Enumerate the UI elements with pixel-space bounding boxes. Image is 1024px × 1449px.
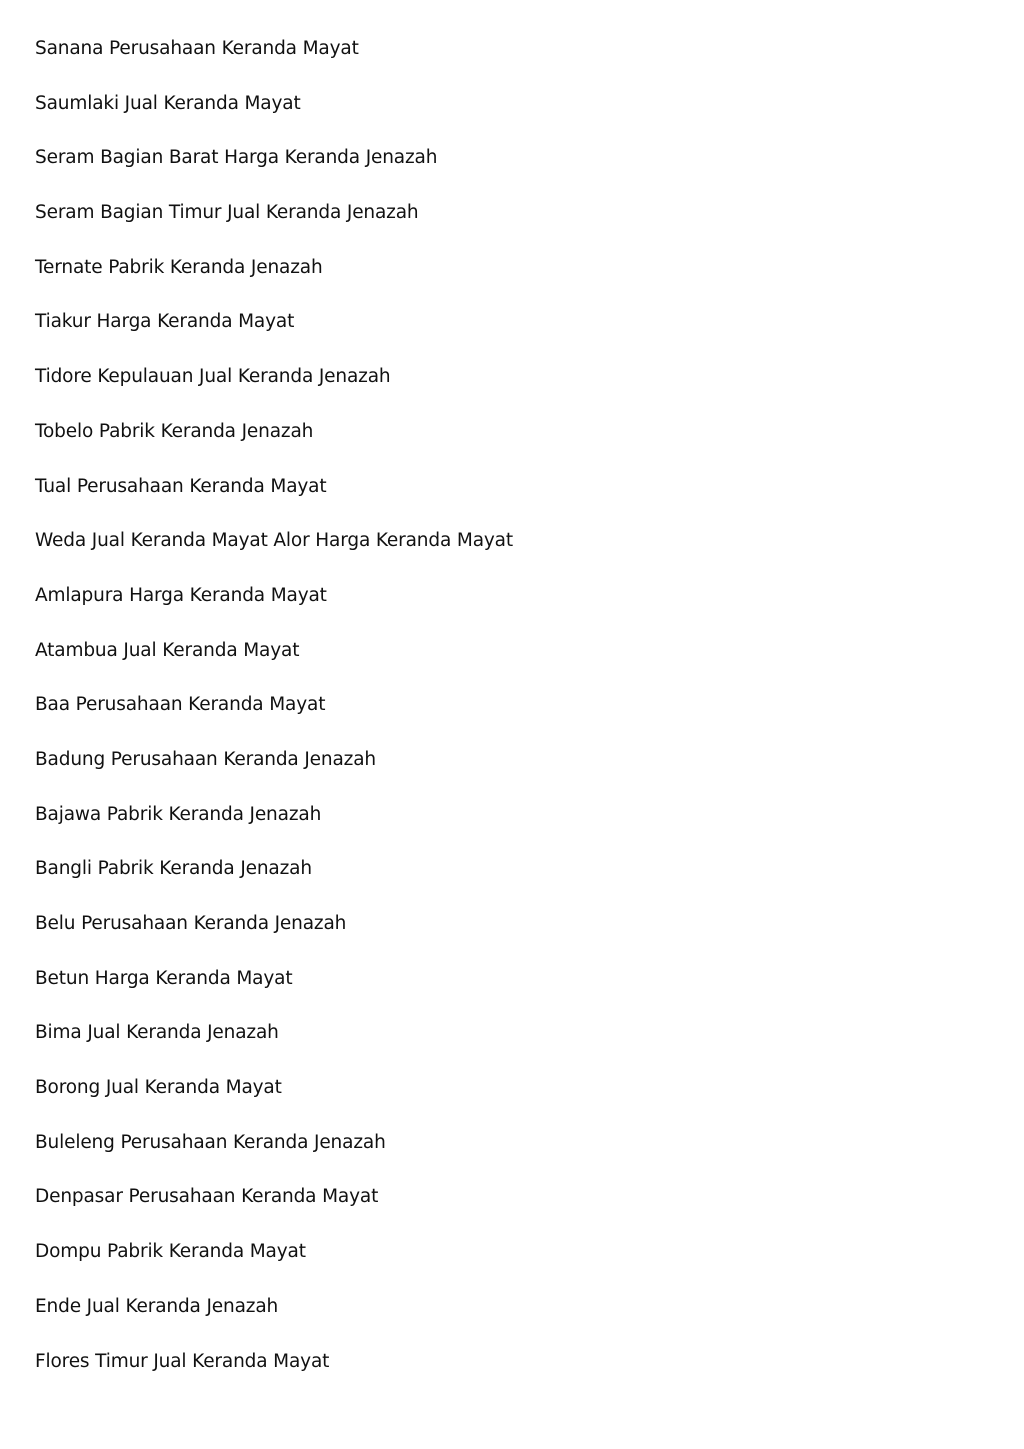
text-line: Badung Perusahaan Keranda Jenazah xyxy=(35,748,376,770)
text-line: Tiakur Harga Keranda Mayat xyxy=(35,311,295,333)
text-line: Bajawa Pabrik Keranda Jenazah xyxy=(35,803,322,825)
text-line: Seram Bagian Barat Harga Keranda Jenazah xyxy=(35,147,438,169)
text-line: Ende Jual Keranda Jenazah xyxy=(35,1295,279,1317)
text-line: Denpasar Perusahaan Keranda Mayat xyxy=(35,1186,379,1208)
text-line: Weda Jual Keranda Mayat Alor Harga Keranda Mayat xyxy=(35,530,513,552)
text-line: Bima Jual Keranda Jenazah xyxy=(35,1022,279,1044)
text-line: Flores Timur Jual Keranda Mayat xyxy=(35,1350,330,1372)
text-line-list xyxy=(35,37,513,1404)
text-line: Buleleng Perusahaan Keranda Jenazah xyxy=(35,1131,386,1153)
text-line: Tobelo Pabrik Keranda Jenazah xyxy=(35,420,314,442)
text-line: Atambua Jual Keranda Mayat xyxy=(35,639,300,661)
text-line: Ternate Pabrik Keranda Jenazah xyxy=(35,256,323,278)
text-line: Saumlaki Jual Keranda Mayat xyxy=(35,92,301,114)
text-line: Amlapura Harga Keranda Mayat xyxy=(35,584,327,606)
text-line: Dompu Pabrik Keranda Mayat xyxy=(35,1241,306,1263)
text-line: Seram Bagian Timur Jual Keranda Jenazah xyxy=(35,202,419,224)
text-line: Tidore Kepulauan Jual Keranda Jenazah xyxy=(35,366,391,388)
text-line: Bangli Pabrik Keranda Jenazah xyxy=(35,858,312,880)
text-line: Sanana Perusahaan Keranda Mayat xyxy=(35,38,359,59)
text-line: Tual Perusahaan Keranda Mayat xyxy=(35,475,327,497)
text-line: Betun Harga Keranda Mayat xyxy=(35,967,293,989)
text-line: Baa Perusahaan Keranda Mayat xyxy=(35,694,326,716)
text-line: Belu Perusahaan Keranda Jenazah xyxy=(35,913,347,934)
text-line: Borong Jual Keranda Mayat xyxy=(35,1077,282,1099)
